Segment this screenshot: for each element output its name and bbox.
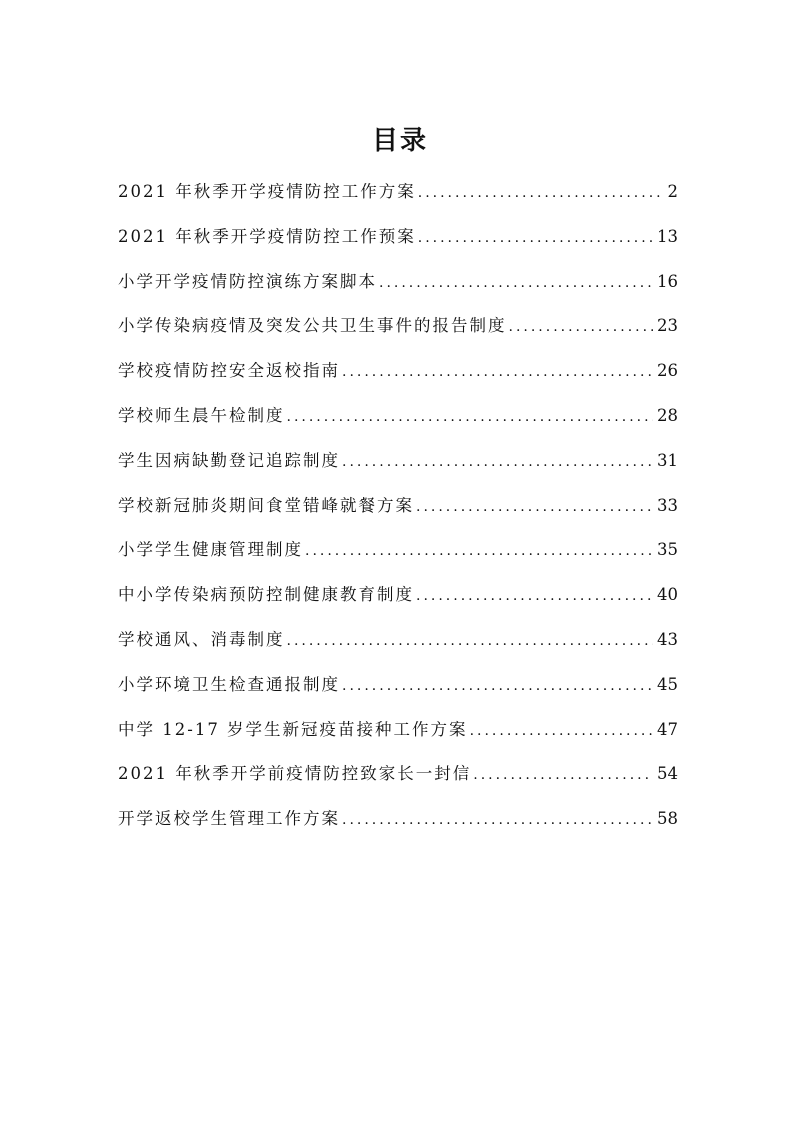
- toc-entry-page: 58: [657, 809, 678, 829]
- toc-dot-leader: [342, 358, 653, 386]
- toc-entry: [118, 178, 678, 223]
- toc-entry-label: 中学 12-17 岁学生新冠疫苗接种工作方案: [118, 719, 468, 739]
- toc-entry-page: 13: [657, 226, 678, 246]
- toc-dot-leader: [418, 179, 664, 207]
- toc-entry-label: 小学环境卫生检查通报制度: [118, 674, 340, 694]
- toc-entry: [118, 671, 678, 716]
- toc-entry: [118, 402, 678, 447]
- toc-entry-label: 学校师生晨午检制度: [118, 405, 285, 425]
- toc-dot-leader: [509, 313, 654, 341]
- toc-entry: [118, 760, 678, 805]
- toc-entry-page: 54: [657, 764, 678, 784]
- toc-dot-leader: [379, 269, 653, 297]
- toc-dot-leader: [470, 717, 653, 745]
- toc-entry-page: 47: [657, 719, 678, 739]
- toc-dot-leader: [305, 537, 653, 565]
- toc-entry-label: 中小学传染病预防控制健康教育制度: [118, 585, 414, 605]
- toc-entry-page: 35: [657, 540, 678, 560]
- toc-entry-label: 2021 年秋季开学疫情防控工作方案: [118, 182, 416, 201]
- toc-entry-page: 45: [657, 674, 678, 694]
- toc-dot-leader: [473, 761, 653, 789]
- toc-entry-page: 26: [657, 361, 678, 381]
- toc-dot-leader: [416, 493, 653, 521]
- toc-entry-label: 小学传染病疫情及突发公共卫生事件的报告制度: [118, 316, 507, 336]
- toc-entry: [118, 536, 678, 581]
- toc-list: [118, 178, 678, 850]
- toc-entry-label: 学校新冠肺炎期间食堂错峰就餐方案: [118, 495, 414, 515]
- toc-entry-label: 2021 年秋季开学疫情防控工作预案: [118, 226, 416, 246]
- toc-title: 目录: [371, 126, 428, 156]
- toc-entry-page: 2: [667, 182, 678, 201]
- toc-dot-leader: [342, 448, 653, 476]
- toc-entry: [118, 805, 678, 850]
- toc-entry: [118, 626, 678, 671]
- toc-entry-label: 小学开学疫情防控演练方案脚本: [118, 271, 377, 291]
- toc-entry-label: 学校疫情防控安全返校指南: [118, 361, 340, 381]
- toc-entry: [118, 447, 678, 492]
- toc-entry: [118, 312, 678, 357]
- toc-dot-leader: [418, 224, 653, 252]
- toc-entry-page: 28: [657, 405, 678, 425]
- toc-entry-page: 33: [657, 495, 678, 515]
- toc-entry-label: 开学返校学生管理工作方案: [118, 809, 340, 829]
- toc-dot-leader: [287, 403, 654, 431]
- toc-entry-label: 小学学生健康管理制度: [118, 540, 303, 560]
- toc-entry-page: 40: [657, 585, 678, 605]
- toc-dot-leader: [416, 582, 653, 610]
- toc-entry-label: 学生因病缺勤登记追踪制度: [118, 450, 340, 470]
- toc-entry-page: 16: [657, 271, 678, 291]
- toc-entry-page: 31: [657, 450, 678, 470]
- toc-entry: [118, 581, 678, 626]
- toc-dot-leader: [342, 806, 653, 834]
- toc-entry-page: 23: [657, 316, 678, 336]
- toc-entry: [118, 268, 678, 313]
- toc-entry: [118, 716, 678, 761]
- toc-entry-label: 学校通风、消毒制度: [118, 629, 285, 649]
- toc-dot-leader: [342, 672, 653, 700]
- toc-entry: [118, 357, 678, 402]
- toc-entry: [118, 492, 678, 537]
- toc-dot-leader: [287, 627, 654, 655]
- toc-entry-page: 43: [657, 629, 678, 649]
- toc-entry: [118, 223, 678, 268]
- toc-entry-label: 2021 年秋季开学前疫情防控致家长一封信: [118, 764, 472, 784]
